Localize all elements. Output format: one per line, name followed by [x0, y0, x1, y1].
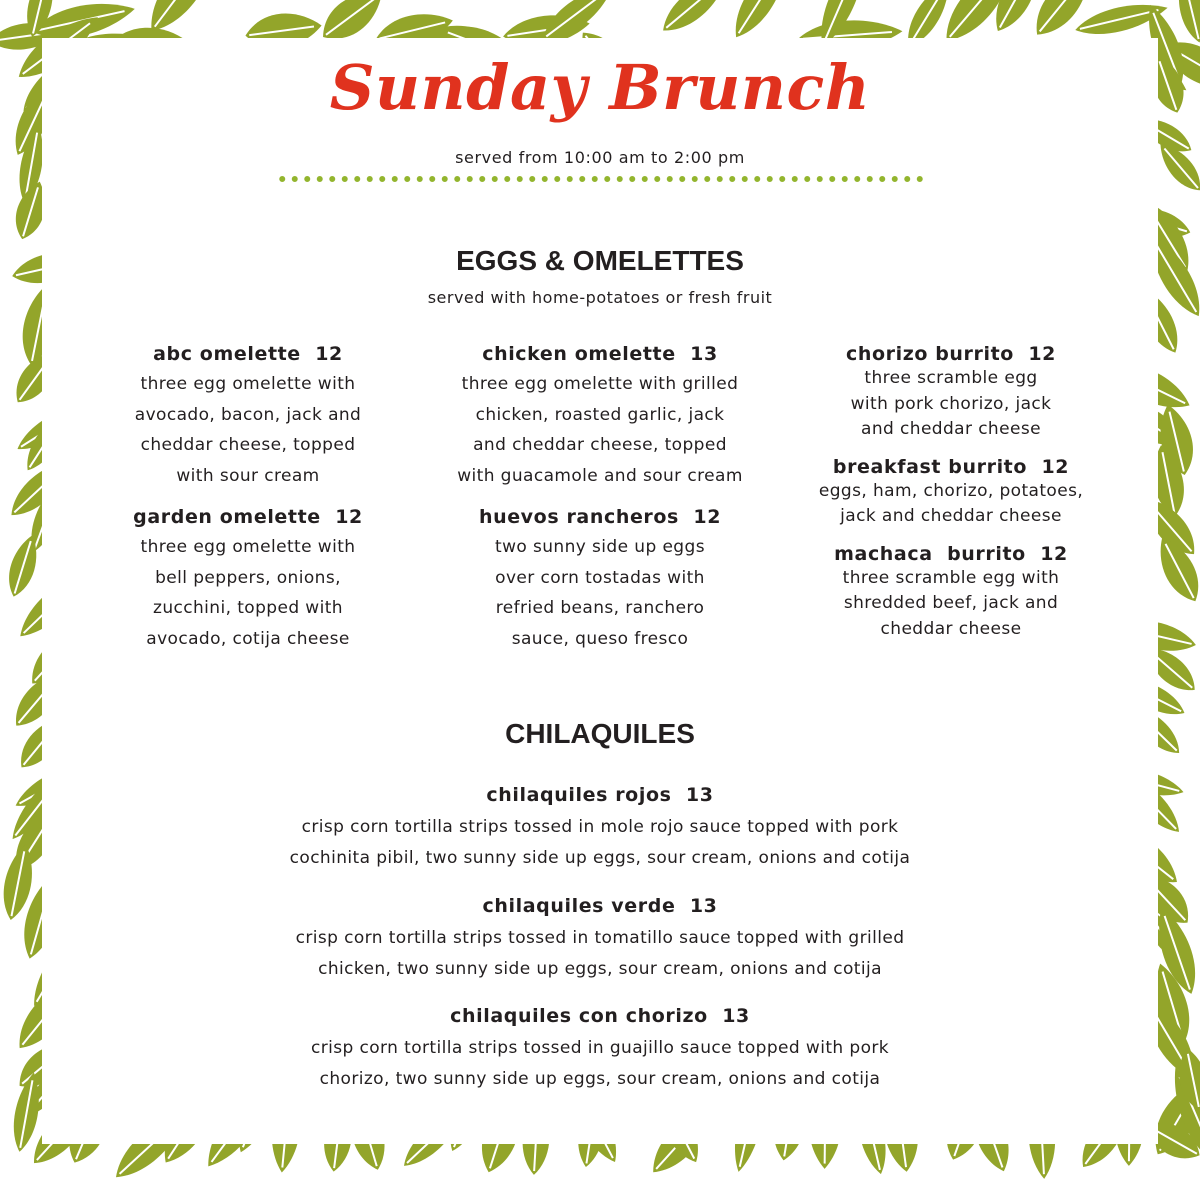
desc-line: crisp corn tortilla strips tossed in guajillo sauce topped with pork — [311, 1038, 889, 1058]
desc-line: three scramble egg with — [842, 567, 1060, 588]
menu-item — [0, 1003, 1200, 1095]
item-description — [0, 1033, 1200, 1095]
desc-line: chorizo, two sunny side up eggs, sour cream, onions and cotija — [319, 1069, 881, 1089]
menu-item — [98, 342, 398, 491]
desc-line: three egg omelette with — [140, 374, 356, 394]
desc-line: sauce, queso fresco — [511, 628, 689, 649]
menu-item — [0, 782, 1200, 874]
desc-line: chicken, roasted garlic, jack — [475, 404, 725, 425]
eggs-column-2 — [420, 342, 780, 654]
desc-line: cheddar cheese — [880, 618, 1022, 639]
item-description — [0, 923, 1200, 985]
desc-line: three egg omelette with — [140, 537, 356, 557]
item-description — [420, 369, 780, 491]
desc-line: eggs, ham, chorizo, potatoes, — [818, 480, 1084, 501]
menu-item — [795, 342, 1107, 443]
desc-line: shredded beef, jack and — [843, 593, 1059, 613]
menu-title: Sunday Brunch — [329, 51, 871, 124]
leaf-shape — [1172, 0, 1200, 45]
desc-line: zucchini, topped with — [153, 598, 343, 618]
eggs-section-subtitle: served with home-potatoes or fresh fruit — [427, 288, 773, 307]
desc-line: three egg omelette with grilled — [461, 374, 739, 394]
eggs-column-3 — [795, 342, 1107, 642]
desc-line: crisp corn tortilla strips tossed in mole rojo sauce topped with pork — [301, 817, 899, 837]
item-name: chilaquiles con chorizo 13 — [450, 1005, 750, 1027]
menu-item — [795, 542, 1107, 643]
leaf-shape — [654, 0, 735, 41]
menu-item — [420, 342, 780, 491]
desc-line: jack and cheddar cheese — [840, 506, 1062, 526]
item-description — [98, 369, 398, 491]
item-name: chorizo burrito 12 — [845, 343, 1057, 365]
menu-item — [0, 893, 1200, 985]
item-name: huevos rancheros 12 — [478, 506, 722, 528]
item-description — [420, 532, 780, 654]
desc-line: bell peppers, onions, — [155, 567, 341, 588]
desc-line: chicken, two sunny side up eggs, sour cream, onions and cotija — [318, 959, 882, 979]
item-name: breakfast burrito 12 — [832, 455, 1070, 478]
desc-line: cheddar cheese, topped — [140, 435, 356, 455]
desc-line: and cheddar cheese, topped — [473, 435, 727, 455]
item-name: machaca burrito 12 — [834, 542, 1068, 565]
item-name: chilaquiles verde 13 — [482, 895, 718, 917]
desc-line: with pork chorizo, jack — [850, 393, 1052, 414]
item-name: chilaquiles rojos 13 — [486, 784, 714, 806]
item-description — [795, 566, 1107, 643]
desc-line: three scramble egg — [864, 368, 1038, 388]
item-name: chicken omelette 13 — [482, 343, 718, 365]
served-hours: served from 10:00 am to 2:00 pm — [455, 148, 745, 167]
desc-line: with guacamole and sour cream — [457, 465, 743, 486]
menu-item — [98, 505, 398, 654]
chilaquiles-section-title: CHILAQUILES — [505, 718, 695, 749]
item-description — [0, 812, 1200, 874]
item-description — [98, 532, 398, 654]
item-description — [795, 366, 1107, 443]
desc-line: cochinita pibil, two sunny side up eggs, sour cream, onions and cotija — [289, 848, 911, 868]
desc-line: avocado, bacon, jack and — [134, 404, 362, 425]
item-description — [795, 479, 1107, 530]
desc-line: crisp corn tortilla strips tossed in tomatillo sauce topped with grilled — [295, 928, 905, 948]
dotted-divider — [276, 174, 926, 184]
desc-line: with sour cream — [176, 465, 320, 486]
desc-line: over corn tostadas with — [495, 567, 705, 588]
menu-item — [795, 455, 1107, 530]
menu-item — [420, 505, 780, 654]
desc-line: and cheddar cheese — [861, 419, 1041, 439]
eggs-column-1 — [98, 342, 398, 654]
desc-line: refried beans, ranchero — [495, 598, 705, 618]
item-name: abc omelette 12 — [153, 343, 343, 365]
eggs-section-title: EGGS & OMELETTES — [456, 245, 744, 276]
desc-line: two sunny side up eggs — [495, 537, 705, 557]
item-name: garden omelette 12 — [133, 506, 363, 528]
desc-line: avocado, cotija cheese — [146, 628, 350, 649]
